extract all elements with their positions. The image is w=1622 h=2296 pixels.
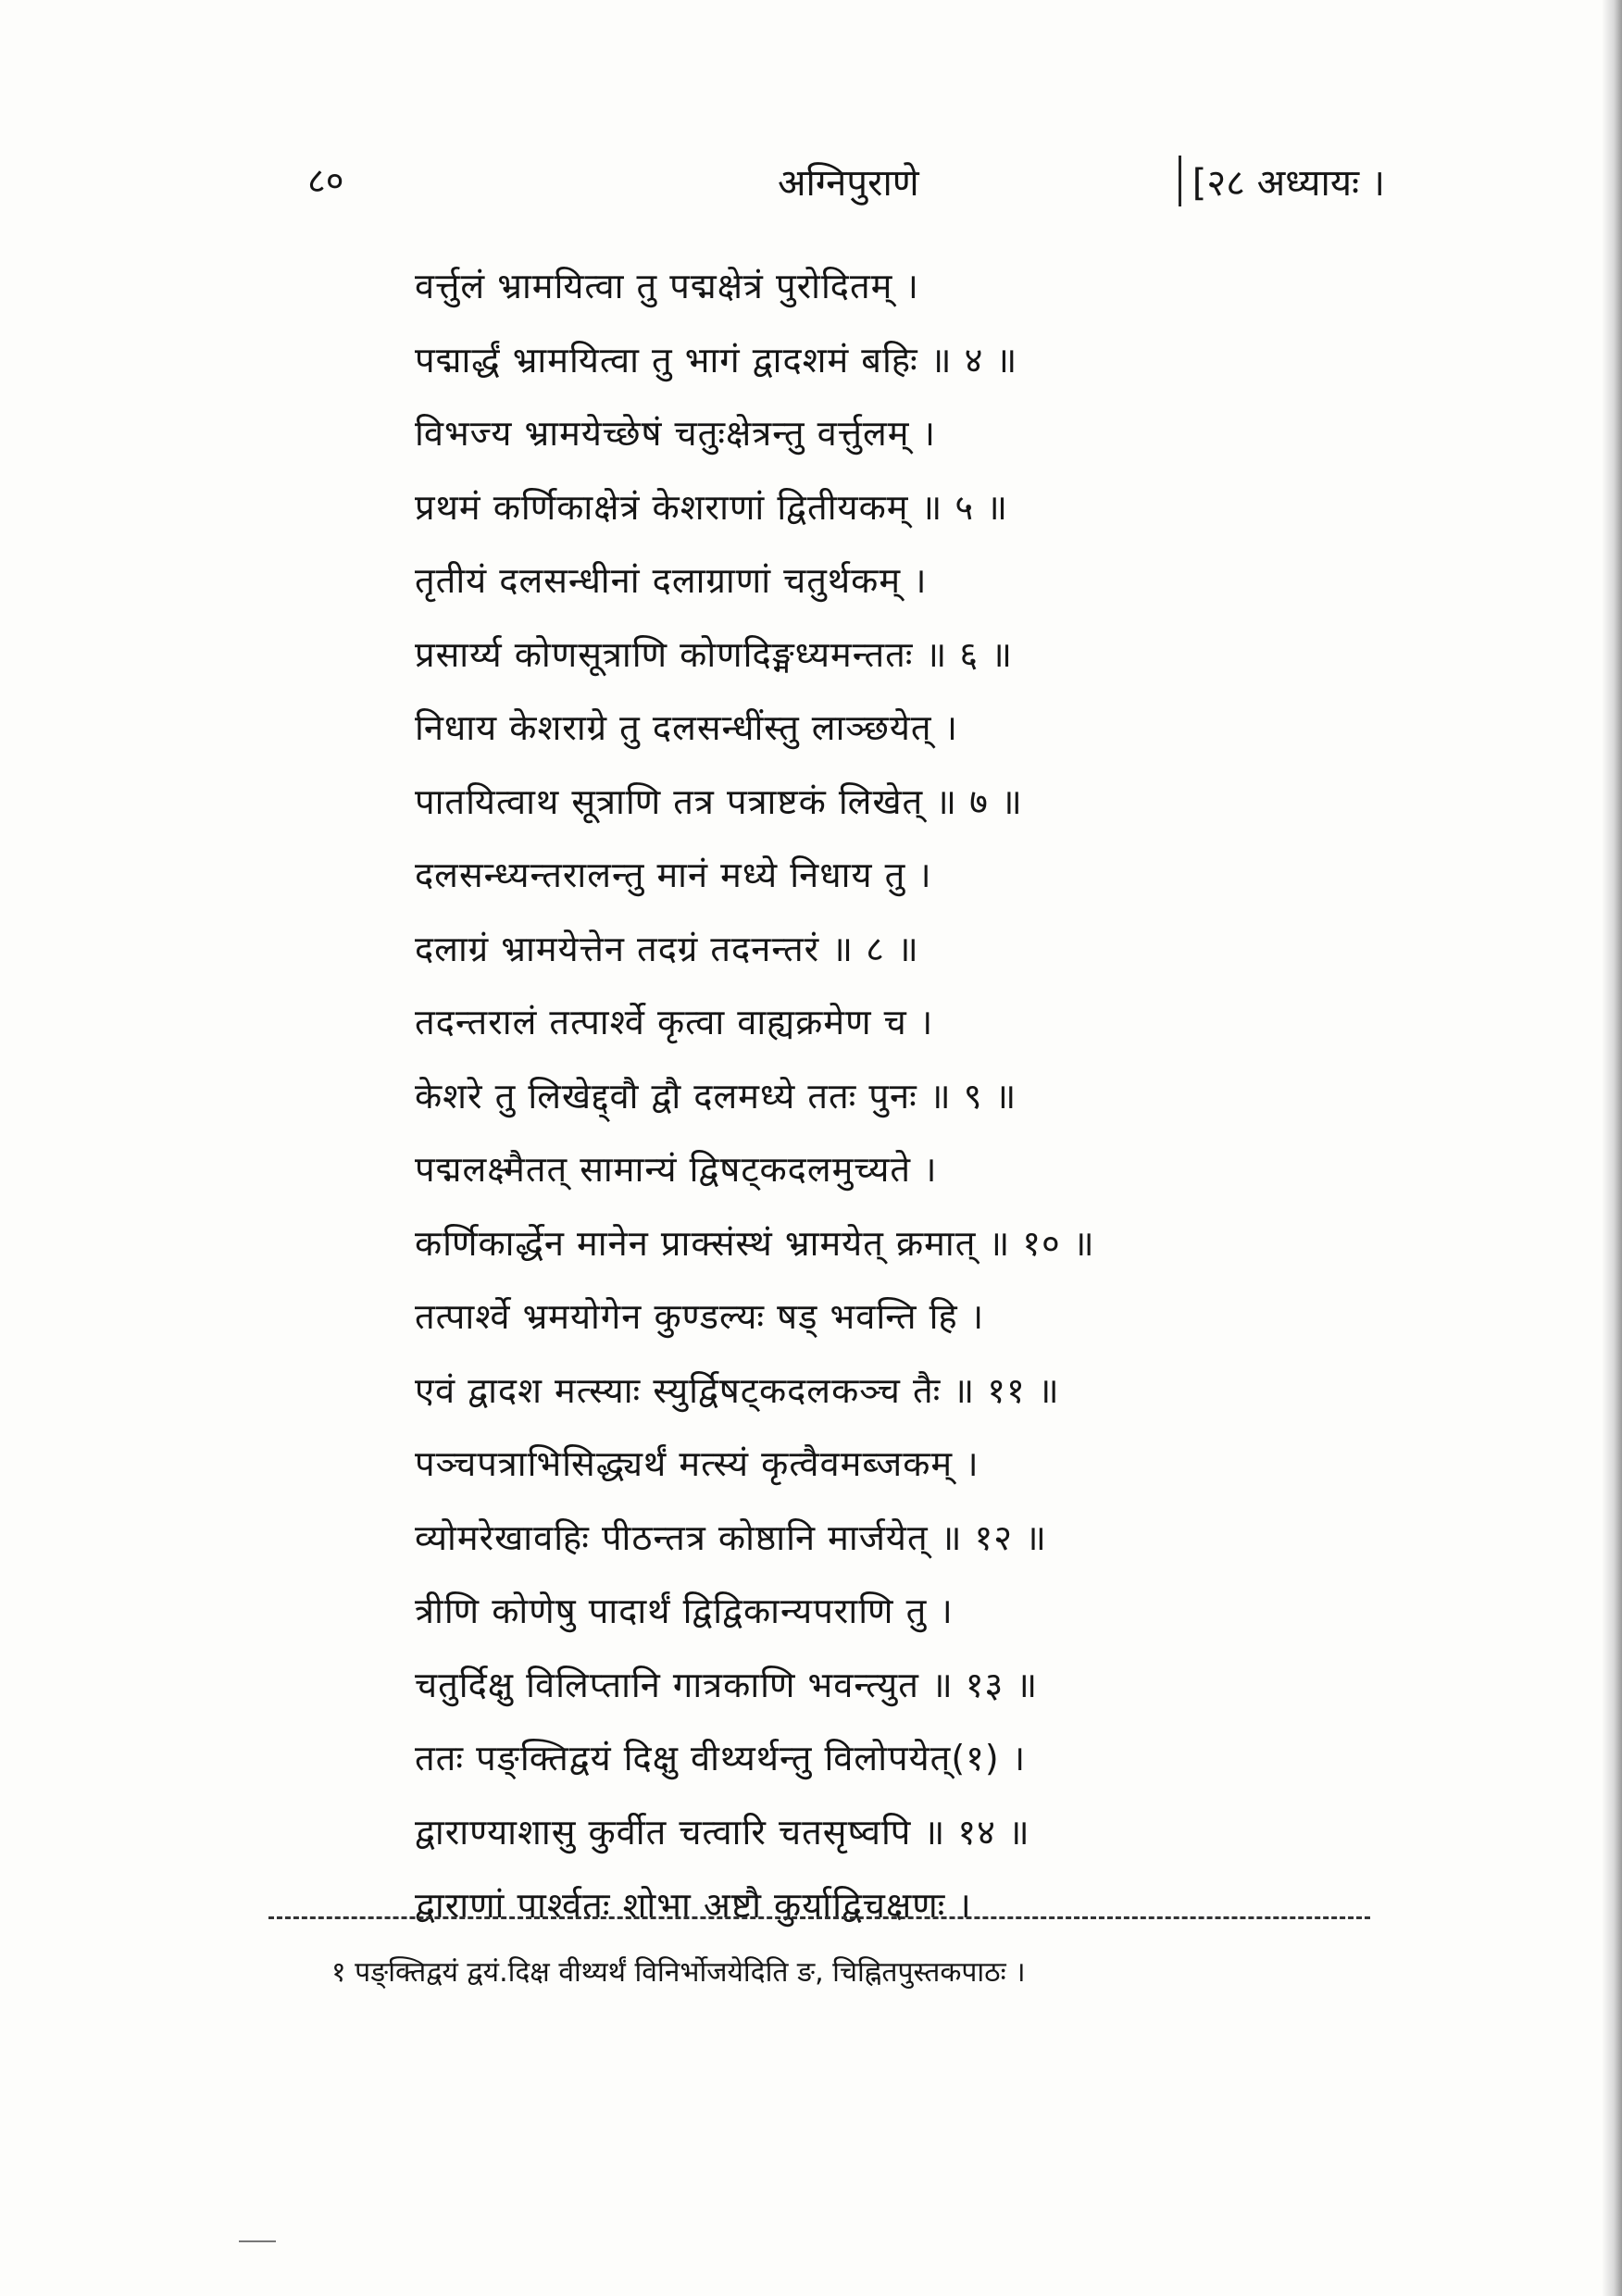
verse-block	[415, 250, 1341, 1943]
verse-line: द्वाराण्याशासु कुर्वीत चत्वारि चतसृष्वपि ॥ १४ ॥	[415, 1811, 1030, 1853]
verse-line: चतुर्दिक्षु विलिप्तानि गात्रकाणि भवन्त्युत ॥ १३ ॥	[415, 1664, 1039, 1705]
verse-line: द्वाराणां पार्श्वतः शोभा अष्टौ कुर्याद्विचक्षणः ।	[415, 1885, 972, 1926]
verse-line: कर्णिकार्द्धेन मानेन प्राक्संस्थं भ्रामयेत् क्रमात् ॥ १० ॥	[415, 1222, 1095, 1264]
verse-line: पद्मलक्ष्मैतत् सामान्यं द्विषट्कदलमुच्यते ।	[415, 1149, 938, 1190]
running-title: अग्निपुराणे	[778, 162, 919, 205]
verse-line: पद्मार्द्धं भ्रामयित्वा तु भागं द्वादशमं बहिः ॥ ४ ॥	[415, 339, 1018, 381]
footnote-divider	[268, 1916, 1370, 1919]
verse-line: विभज्य भ्रामयेच्छेषं चतुःक्षेत्रन्तु वर्त्तुलम् ।	[415, 413, 937, 454]
page-edge-shadow	[1602, 0, 1622, 2296]
verse-line: दलाग्रं भ्रामयेत्तेन तदग्रं तदनन्तरं ॥ ८ ॥	[415, 928, 919, 969]
verse-line: व्योमरेखावहिः पीठन्तत्र कोष्ठानि मार्जयेत् ॥ १२ ॥	[415, 1516, 1047, 1558]
verse-line: प्रथमं कर्णिकाक्षेत्रं केशराणां द्वितीयकम् ॥ ५ ॥	[415, 486, 1009, 528]
verse-line: एवं द्वादश मत्स्याः स्युर्द्विषट्कदलकञ्च तैः ॥ ११ ॥	[415, 1369, 1060, 1411]
verse-line: पातयित्वाथ सूत्राणि तत्र पत्राष्टकं लिखेत् ॥ ७ ॥	[415, 780, 1023, 822]
verse-line: तत्पार्श्वे भ्रमयोगेन कुण्डल्यः षड् भवन्ति हि ।	[415, 1296, 985, 1337]
verse-line: त्रीणि कोणेषु पादार्थं द्विद्विकान्यपराणि तु ।	[415, 1591, 954, 1631]
verse-line: वर्त्तुलं भ्रामयित्वा तु पद्मक्षेत्रं पुरोदितम् ।	[415, 266, 919, 306]
page-header	[296, 156, 1407, 211]
verse-line: पञ्चपत्राभिसिद्ध्यर्थं मत्स्यं कृत्वैवमब्जकम् ।	[415, 1443, 979, 1484]
verse-line: तदन्तरालं तत्पार्श्वे कृत्वा वाह्यक्रमेण च ।	[415, 1002, 934, 1042]
verse-line: निधाय केशराग्रे तु दलसन्धींस्तु लाञ्छयेत् ।	[415, 707, 959, 748]
verse-line: ततः पङ्क्तिद्वयं दिक्षु वीथ्यर्थन्तु विलोपयेत्(१) ।	[415, 1738, 1027, 1778]
page-mark	[239, 2240, 276, 2242]
verse-line: केशरे तु लिखेद्द्वौ द्वौ दलमध्ये ततः पुनः ॥ ९ ॥	[415, 1075, 1017, 1117]
chapter-label: [२८ अध्यायः ।	[1179, 156, 1385, 206]
verse-line: तृतीयं दलसन्धीनां दलाग्राणां चतुर्थकम् ।	[415, 560, 928, 601]
verse-line: प्रसार्य्य कोणसूत्राणि कोणदिङ्मध्यमन्ततः ॥ ६ ॥	[415, 633, 1013, 675]
footnote: १ पङ्क्तिद्वयं द्वयं.दिक्ष वीथ्यर्थं विनिर्भोजयेदिति ङ, चिह्नितपुस्तकपाठः ।	[331, 1956, 1026, 1989]
verse-line: दलसन्ध्यन्तरालन्तु मानं मध्ये निधाय तु ।	[415, 855, 932, 895]
page-number: ८०	[307, 160, 344, 201]
